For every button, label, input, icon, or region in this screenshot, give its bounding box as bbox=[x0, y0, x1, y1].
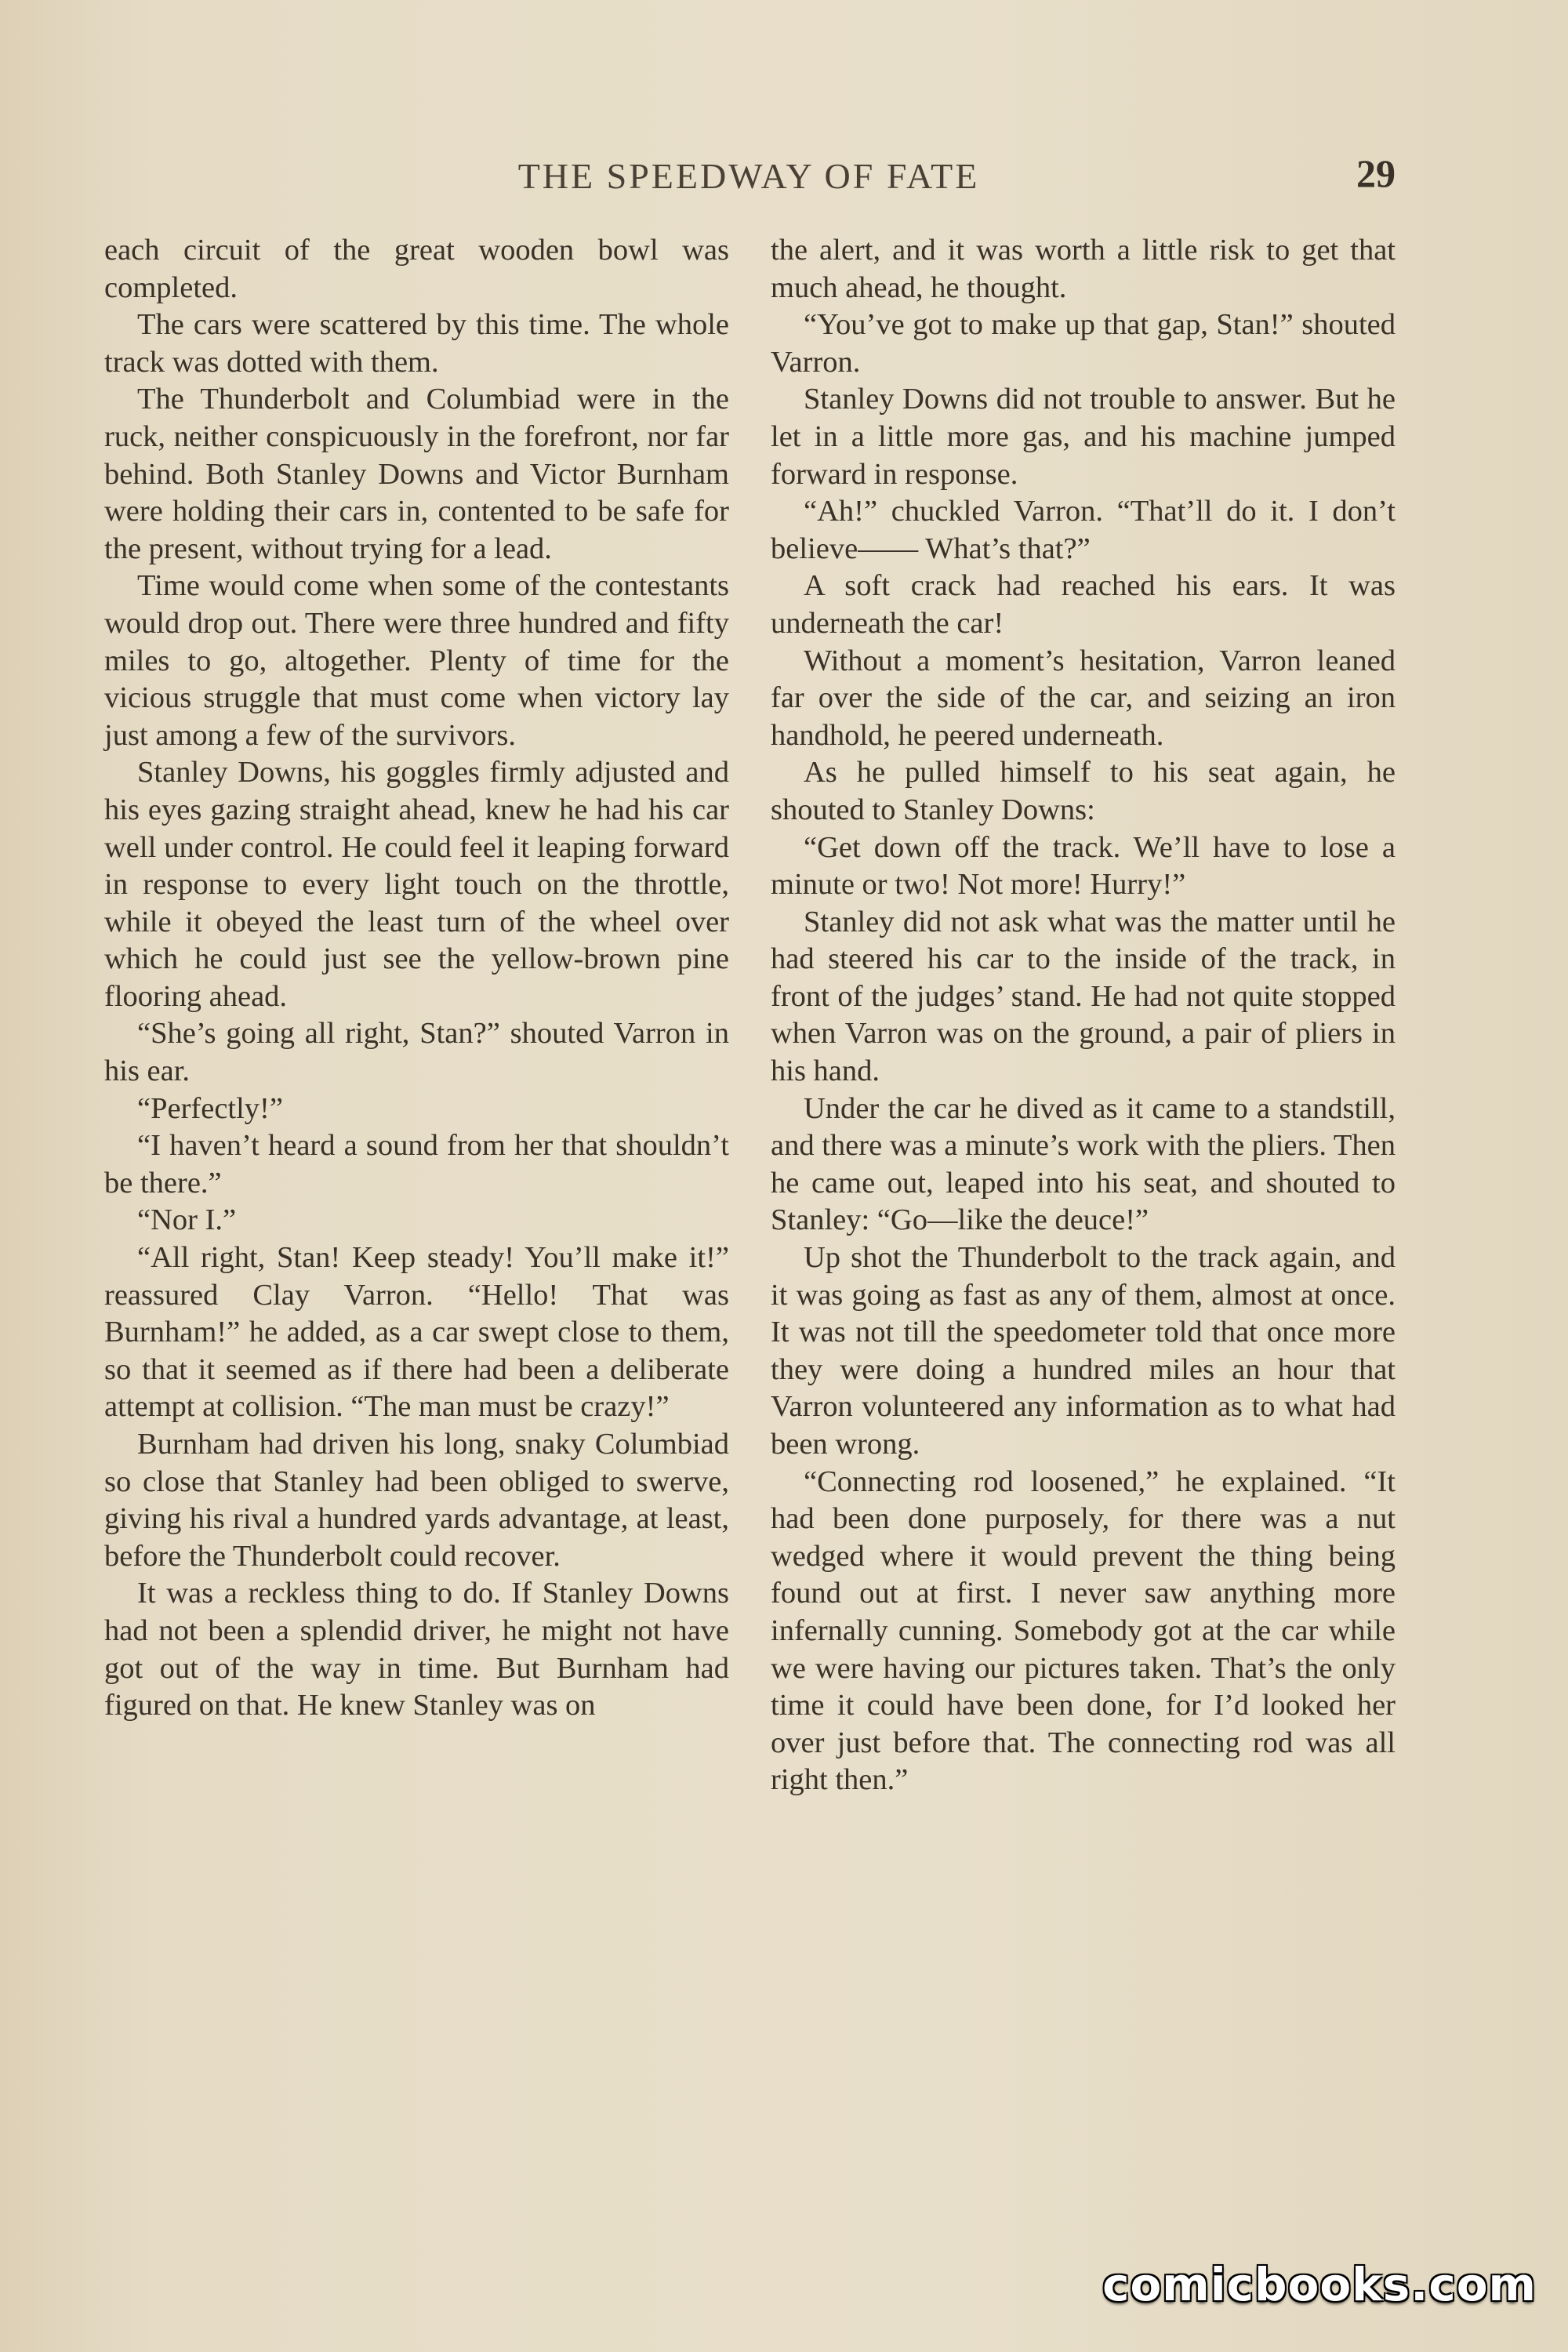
running-head: THE SPEEDWAY OF FATE bbox=[517, 156, 980, 196]
paragraph: “Perfectly!” bbox=[137, 1091, 283, 1125]
paragraph: Time would come when some of the contestants would drop out. There were three hundred and fifty miles to go, altogether. Plenty of time for the vicious struggle that must come when victory lay just among a few of the survivors. bbox=[104, 569, 729, 752]
paragraph: Without a moment’s hesitation, Varron leaned far over the side of the car, and seizing an iron handhold, he peered underneath. bbox=[771, 644, 1396, 752]
paragraph: “I haven’t heard a sound from her that shouldn’t be there.” bbox=[104, 1129, 729, 1200]
paragraph: Burnham had driven his long, snaky Columbiad so close that Stanley had been obliged to swerve, giving his rival a hundred yards advantage, at least, before the Thunderbolt could recover. bbox=[104, 1428, 729, 1573]
paragraph: Stanley did not ask what was the matter until he had steered his car to the inside of the track, in front of the judges’ stand. He had not quite stopped when Varron was on the ground, a pair of pliers in his hand. bbox=[771, 905, 1396, 1088]
paragraph: Under the car he dived as it came to a standstill, and there was a minute’s work with the pliers. Then he came out, leaped into his seat, and shouted to Stanley: “Go—like the deuce!” bbox=[771, 1091, 1396, 1237]
paragraph: “You’ve got to make up that gap, Stan!” shouted Varron. bbox=[771, 308, 1396, 379]
paragraph: “Nor I.” bbox=[137, 1203, 237, 1237]
paragraph: A soft crack had reached his ears. It was underneath the car! bbox=[771, 569, 1396, 640]
paragraph: “She’s going all right, Stan?” shouted Varron in his ear. bbox=[104, 1017, 729, 1088]
paragraph: the alert, and it was worth a little risk to get that much ahead, he thought. bbox=[771, 234, 1396, 304]
page-header bbox=[102, 151, 1396, 202]
paragraph: “Ah!” chuckled Varron. “That’ll do it. I don’t believe—— What’s that?” bbox=[771, 495, 1396, 565]
page-number: 29 bbox=[1356, 151, 1396, 195]
paragraph: The Thunderbolt and Columbiad were in the ruck, neither conspicuously in the forefront, nor far behind. Both Stanley Downs and Victor Burnham were holding their cars in, contented to be safe for the present, without trying for a lead. bbox=[104, 383, 729, 565]
paragraph: Up shot the Thunderbolt to the track again, and it was going as fast as any of them, almost at once. It was not till the speedometer told that once more they were doing a hundred miles an hour that Varron volunteered any information as to what had been wrong. bbox=[771, 1241, 1396, 1461]
paragraph: “All right, Stan! Keep steady! You’ll make it!” reassured Clay Varron. “Hello! That was Burnham!” he added, as a car swept close to them, so that it seemed as if there had been a deliberate attempt at collision. “The man must be crazy!” bbox=[104, 1241, 729, 1424]
paragraph: It was a reckless thing to do. If Stanley Downs had not been a splendid driver, he might not have got out of the way in time. But Burnham had figured on that. He knew Stanley was on bbox=[104, 1577, 729, 1722]
paragraph: Stanley Downs, his goggles firmly adjusted and his eyes gazing straight ahead, knew he had his car well under control. He could feel it leaping forward in response to every light touch on the throttle, while it obeyed the least turn of the wheel over which he could just see the yellow-brown pine flooring ahead. bbox=[104, 756, 729, 1013]
paragraph: “Get down off the track. We’ll have to lose a minute or two! Not more! Hurry!” bbox=[771, 830, 1396, 902]
watermark: comicbooks.com bbox=[1102, 2258, 1537, 2311]
paragraph: As he pulled himself to his seat again, he shouted to Stanley Downs: bbox=[771, 756, 1396, 826]
paragraph: each circuit of the great wooden bowl was completed. bbox=[104, 234, 729, 304]
right-column bbox=[771, 232, 1396, 1799]
left-column bbox=[104, 232, 729, 1725]
paragraph: The cars were scattered by this time. The whole track was dotted with them. bbox=[104, 308, 729, 379]
paragraph: “Connecting rod loosened,” he explained. “It had been done purposely, for there was a nut wedged where it would prevent the thing being found out at first. I never saw anything more infernally cunning. Somebody got at the car while we were having our pictures taken. That’s the only time it could have been done, for I’d looked her over just before that. The connecting rod was all right then.” bbox=[771, 1465, 1396, 1797]
paragraph: Stanley Downs did not trouble to answer. But he let in a little more gas, and his machine jumped forward in response. bbox=[771, 383, 1396, 491]
